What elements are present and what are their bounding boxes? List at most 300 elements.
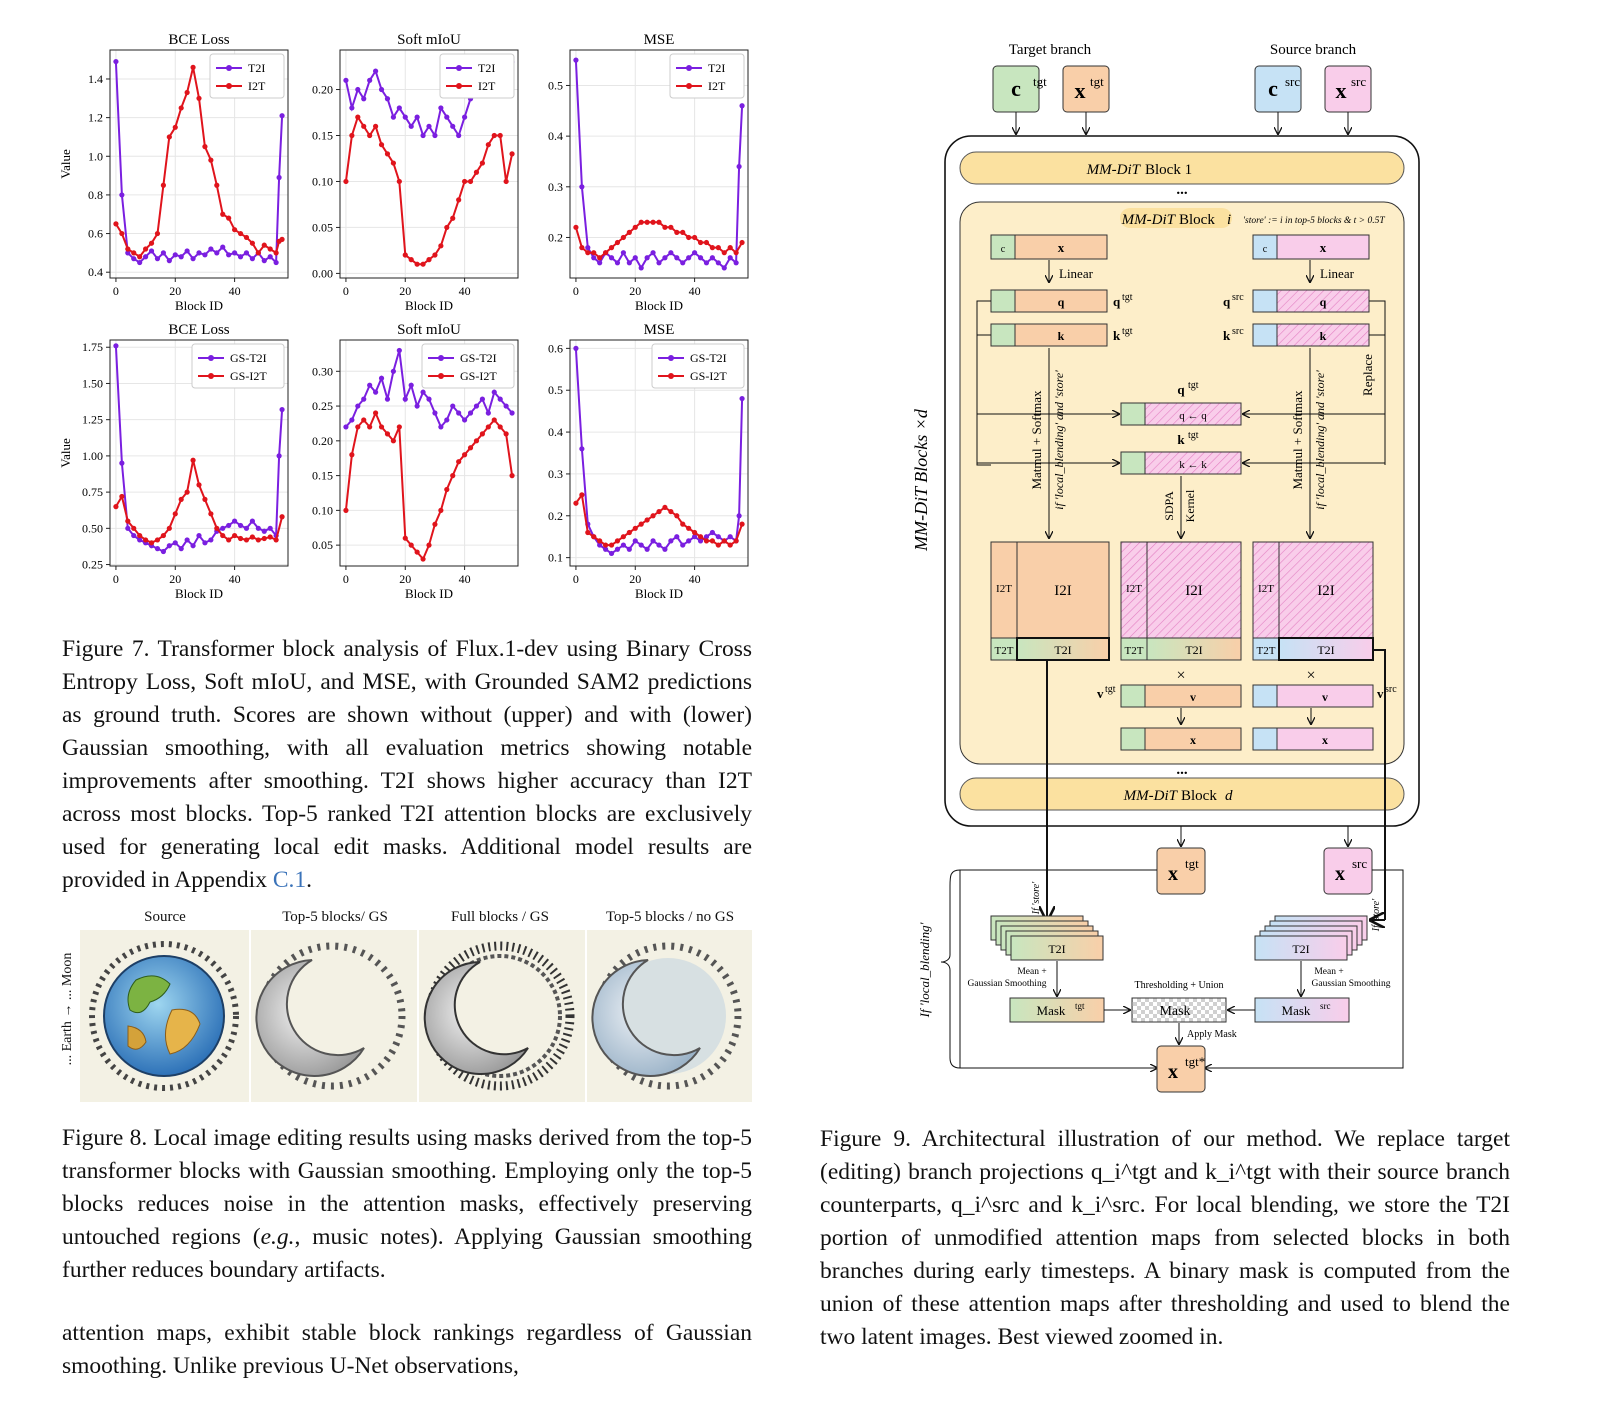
data-point [650,513,655,518]
data-point [704,538,709,543]
data-point [379,142,384,147]
svg-text:src: src [1320,1001,1331,1011]
data-point [190,256,195,261]
mask-tgt [1010,998,1104,1022]
figure-7-charts [60,28,760,628]
data-point [137,260,142,265]
data-point [698,240,703,245]
block-1-label: Block 1 [1145,162,1193,178]
data-point [621,534,626,539]
data-point [486,410,491,415]
x-axis-label: Block ID [174,298,224,313]
svg-text:T2I: T2I [1048,942,1066,956]
body-paragraph-text: attention maps, exhibit stable block rankings regardless of Gaussian smoothing. Unlike previous U-Net observations, [62,1320,752,1379]
data-point [668,538,673,543]
data-point [710,530,715,535]
data-point [355,403,360,408]
data-point [450,473,455,478]
data-point [627,530,632,535]
data-point [656,509,661,514]
moon-image-full-gs [425,946,570,1086]
svg-text:I2T: I2T [996,583,1012,595]
data-point [722,538,727,543]
data-point [391,160,396,165]
data-point [504,179,509,184]
data-point [420,133,425,138]
data-point [573,501,578,506]
svg-text:x: x [1335,863,1345,885]
data-point [456,133,461,138]
legend-marker [456,83,462,89]
data-point [343,424,348,429]
data-point [137,533,142,538]
block-i-mmdit: MM-DiT [1121,212,1175,228]
figure-8-caption-em: e.g. [260,1224,295,1250]
data-point [232,227,237,232]
mean-label-src: Mean + [1314,967,1344,977]
data-point [686,538,691,543]
svg-text:k: k [1223,328,1231,343]
data-point [432,133,437,138]
y-tick-label: 0.05 [312,220,333,235]
attention-map-replaced [1121,542,1241,660]
data-point [737,513,742,518]
data-point [650,220,655,225]
svg-text:src: src [1352,856,1368,871]
fig8-row-label: ... Earth → ... Moon [60,952,75,1066]
x-tick-label: 40 [458,284,471,298]
data-point [349,133,354,138]
data-point [621,250,626,255]
data-point [680,260,685,265]
data-point [722,250,727,255]
data-point [274,250,279,255]
data-point [668,509,673,514]
data-point [680,542,685,547]
svg-text:tgt*: tgt* [1185,1054,1206,1069]
moon-image-top5-nogs [592,946,738,1086]
data-point [161,183,166,188]
series-line-i2t [576,222,742,257]
svg-text:tgt: tgt [1188,430,1199,441]
data-point [633,255,638,260]
t2i-stack-src [1255,916,1367,960]
if-local-blending-label: If 'local_blending' [917,922,932,1018]
x-tick-label: 20 [399,284,412,298]
data-point [480,397,485,402]
legend-label: I2T [708,79,726,93]
svg-text:T2I: T2I [1292,942,1310,956]
svg-text:q: q [1319,295,1327,309]
data-point [662,505,667,510]
src-token-row [1253,235,1369,259]
data-point [415,549,420,554]
y-tick-label: 0.05 [312,538,333,553]
svg-text:q: q [1057,295,1065,309]
y-tick-label: 0.6 [88,226,103,241]
data-point [728,255,733,260]
blocks-x-d-label: MM-DiT Blocks ×d [911,409,931,551]
svg-text:I2T: I2T [1126,583,1142,595]
data-point [686,526,691,531]
legend-marker [456,65,462,71]
data-point [686,255,691,260]
data-point [468,179,473,184]
data-point [656,542,661,547]
data-point [226,537,231,542]
legend-box [670,54,744,98]
svg-text:I2I: I2I [1317,583,1335,599]
data-point [498,424,503,429]
y-tick-label: 1.0 [88,149,103,164]
data-point [474,170,479,175]
data-point [615,260,620,265]
x-axis-label: Block ID [404,586,454,601]
fig8-col-title-source: Source [144,909,186,925]
y-tick-label: 0.25 [312,399,333,414]
data-point [214,250,219,255]
data-point [367,383,372,388]
svg-text:k: k [1319,329,1327,343]
chart-title: Soft mIoU [397,32,461,48]
x-tick-label: 20 [399,572,412,586]
data-point [196,250,201,255]
data-point [220,212,225,217]
figure-7-caption [62,633,752,897]
data-point [202,252,207,257]
y-tick-label: 0.4 [548,425,563,440]
legend-marker [208,373,214,379]
y-tick-label: 0.15 [312,468,333,483]
data-point [609,542,614,547]
matmul-softmax-tgt: Matmul + Softmax [1029,390,1044,490]
data-point [179,105,184,110]
y-tick-label: 1.25 [82,412,103,427]
data-point [627,260,632,265]
data-point [432,522,437,527]
data-point [385,397,390,402]
data-point [143,254,148,259]
data-point [585,245,590,250]
data-point [343,508,348,513]
svg-text:src: src [1385,684,1397,695]
ellipsis-top: ... [1176,182,1188,198]
figure-7-caption-text: Figure 7. Transformer block analysis of Flux.1-dev using Binary Cross Entropy Loss, Soft mIoU, and MSE, with Grounded SAM2 predictions as ground truth. Scores are shown without (upper) and with (lower) Gaussian smoothing, with all evaluation metrics showing notable improvements after smoothing. T2I shows higher accuracy than I2T across most blocks. Top-5 ranked T2I attention blocks are exclusively used for generating local edit masks. Additional model results are provided in Appendix [62,636,752,893]
x-tick-label: 40 [228,572,241,586]
data-point [426,257,431,262]
data-point [268,534,273,539]
svg-text:k: k [1113,328,1121,343]
data-point [279,113,284,118]
svg-text:c: c [1262,244,1268,255]
data-point [432,252,437,257]
data-point [579,245,584,250]
data-point [173,511,178,516]
data-point [373,69,378,74]
data-point [167,258,172,263]
matmul-softmax-src: Matmul + Softmax [1290,390,1305,490]
data-point [639,220,644,225]
data-point [716,542,721,547]
data-point [238,523,243,528]
data-point [573,58,578,63]
target-branch-label: Target branch [1008,42,1092,58]
data-point [573,346,578,351]
data-point [167,526,172,531]
data-point [113,504,118,509]
data-point [349,452,354,457]
data-point [274,260,279,265]
times-tgt: × [1176,667,1186,684]
x-tick-label: 20 [629,284,642,298]
data-point [444,225,449,230]
data-point [656,220,661,225]
x-src-output [1324,848,1372,894]
svg-text:c: c [1011,76,1021,101]
data-point [167,134,172,139]
x-tick-label: 40 [228,284,241,298]
y-tick-label: 0.20 [312,433,333,448]
tgt-token-row [991,235,1107,259]
data-point [633,538,638,543]
data-point [621,542,626,547]
svg-text:i: i [1227,212,1232,228]
data-point [279,407,284,412]
data-point [639,265,644,270]
x-axis-label: Block ID [174,586,224,601]
data-point [585,530,590,535]
data-point [420,262,425,267]
legend-label: GS-T2I [230,351,267,365]
data-point [190,65,195,70]
data-point [650,538,655,543]
data-point [444,417,449,422]
chart-title: BCE Loss [168,322,230,338]
data-point [462,417,467,422]
data-point [621,235,626,240]
data-point [704,260,709,265]
data-point [716,260,721,265]
figure-9-diagram [905,30,1465,1100]
x-tick-label: 20 [169,572,182,586]
x-tick-label: 0 [112,572,119,586]
ellipsis-bottom: ... [1176,762,1188,778]
data-point [486,142,491,147]
data-point [674,513,679,518]
data-point [173,125,178,130]
data-point [420,556,425,561]
data-point [456,197,461,202]
data-point [692,530,697,535]
svg-text:v: v [1322,690,1328,704]
data-point [179,254,184,259]
data-point [250,241,255,246]
data-point [585,250,590,255]
data-point [214,526,219,531]
data-point [361,96,366,101]
data-point [456,459,461,464]
if-local-blending-tgt: if 'local_blending' and 'store' [1052,370,1066,510]
data-point [250,518,255,523]
data-point [173,252,178,257]
data-point [456,410,461,415]
data-point [238,254,243,259]
figure-8-caption-b: , music notes). Applying Gaussian smoothing further reduces boundary artifacts. [62,1224,752,1283]
y-tick-label: 1.2 [88,110,103,125]
x-tick-label: 0 [342,572,349,586]
figure-9 [905,30,1465,1100]
gs-label-tgt: Gaussian Smoothing [967,979,1047,989]
data-point [686,235,691,240]
data-point [609,255,614,260]
data-point [615,547,620,552]
data-point [692,250,697,255]
data-point [119,461,124,466]
figure-9-caption-text: Figure 9. Architectural illustration of our method. We replace target (editing) branch projections q_i^tgt and k_i^tgt with their source branch counterparts, q_i^src and k_i^src. For local blending, we store the T2I portion of unmodified attention maps from selected blocks in both branches during early timesteps. A binary mask is computed from the union of these attention maps after thresholding and used to blend the two latent images. Best viewed zoomed in. [820,1126,1510,1350]
data-point [250,256,255,261]
data-point [125,246,130,251]
data-point [361,417,366,422]
body-paragraph [62,1317,752,1383]
moon-image-top5-gs [256,946,402,1086]
data-point [167,543,172,548]
svg-text:src: src [1232,326,1244,337]
data-point [226,523,231,528]
data-point [155,537,160,542]
data-point [662,547,667,552]
data-point [716,534,721,539]
data-point [119,494,124,499]
appendix-link[interactable]: C.1 [272,867,307,893]
data-point [462,179,467,184]
data-point [409,383,414,388]
data-point [509,410,514,415]
fig8-col-title-top5-gs: Top-5 blocks/ GS [282,909,388,925]
data-point [597,538,602,543]
data-point [373,124,378,129]
c-tgt-input [993,66,1047,112]
data-point [196,533,201,538]
if-local-blending-src: if 'local_blending' and 'store' [1313,370,1327,510]
linear-label-tgt: Linear [1059,266,1093,281]
data-point [438,105,443,110]
data-point [232,518,237,523]
data-point [268,526,273,531]
legend-label: GS-I2T [230,369,267,383]
y-tick-label: 0.3 [548,466,563,481]
svg-text:q: q [1177,382,1185,397]
replace-label: Replace [1360,354,1375,396]
chart-title: Soft mIoU [397,322,461,338]
data-point [220,244,225,249]
data-point [379,424,384,429]
data-point [113,59,118,64]
data-point [155,546,160,551]
data-point [426,543,431,548]
series-line-i2t [346,117,512,264]
svg-text:T2I: T2I [1054,643,1072,657]
data-point [403,252,408,257]
data-point [728,245,733,250]
data-point [403,397,408,402]
legend-label: I2T [478,79,496,93]
data-point [674,255,679,260]
data-point [420,390,425,395]
svg-text:tgt: tgt [1122,292,1133,303]
figure-8 [60,905,760,1105]
legend-label: GS-T2I [690,351,727,365]
y-tick-label: 0.4 [88,265,103,280]
data-point [656,260,661,265]
data-point [185,248,190,253]
svg-text:x: x [1168,863,1178,885]
x-tick-label: 20 [169,284,182,298]
data-point [444,115,449,120]
data-point [131,526,136,531]
data-point [591,250,596,255]
attention-map-src [1253,542,1373,660]
y-tick-label: 0.5 [548,78,563,93]
data-point [444,487,449,492]
data-point [196,482,201,487]
store-definition: 'store' := i in top-5 blocks & t > 0.5T [1243,216,1385,226]
data-point [462,452,467,457]
y-tick-label: 0.25 [82,557,103,572]
y-axis-label: Value [58,438,73,468]
data-point [355,424,360,429]
data-point [119,192,124,197]
data-point [179,546,184,551]
data-point [349,417,354,422]
x-tick-label: 40 [688,284,701,298]
data-point [597,260,602,265]
data-point [232,533,237,538]
data-point [226,216,231,221]
data-point [131,256,136,261]
data-point [179,497,184,502]
x-axis-label: Block ID [634,298,684,313]
data-point [728,542,733,547]
data-point [680,230,685,235]
legend-marker [686,65,692,71]
data-point [704,240,709,245]
data-point [173,540,178,545]
data-point [474,403,479,408]
data-point [373,390,378,395]
svg-text:tgt: tgt [1090,74,1104,89]
y-tick-label: 0.75 [82,485,103,500]
legend-marker [438,355,444,361]
data-point [498,133,503,138]
data-point [268,246,273,251]
data-point [385,96,390,101]
data-point [509,151,514,156]
data-point [232,250,237,255]
data-point [214,183,219,188]
svg-text:q: q [1113,294,1121,309]
data-point [650,250,655,255]
data-point [639,542,644,547]
data-point [480,160,485,165]
svg-text:T2T: T2T [1256,645,1276,657]
fig8-images [80,930,752,1102]
data-point [450,124,455,129]
data-point [155,231,160,236]
data-point [492,390,497,395]
data-point [277,453,282,458]
legend-marker [686,83,692,89]
data-point [355,115,360,120]
